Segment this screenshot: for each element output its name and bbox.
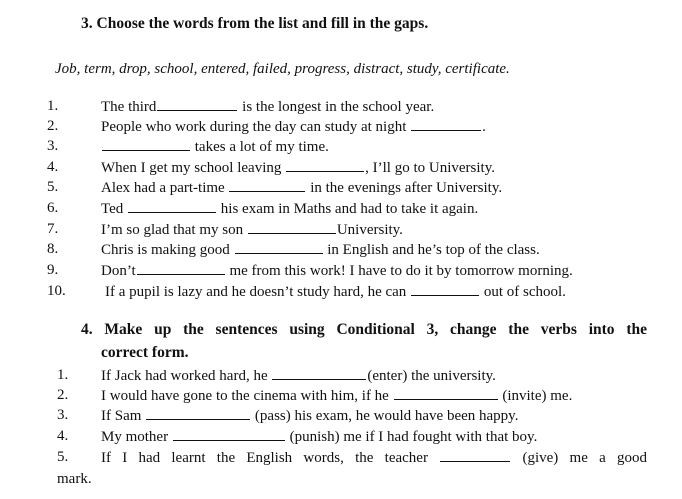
item-text-before: If I had learnt the English words, the teacher: [101, 450, 428, 466]
item-text-before: Ted: [101, 201, 124, 217]
item-text: [101, 365, 496, 386]
item-text-before: If Jack had worked hard, he: [101, 368, 268, 384]
item-text: [101, 260, 573, 281]
answer-blank[interactable]: [102, 136, 190, 151]
item-number: 7.: [47, 221, 59, 237]
exercise-4-title-line-1: 4. Make up the sentences using Conditional 3, change the verbs into the: [81, 321, 647, 338]
item-text-before: I would have gone to the cinema with him, if he: [101, 388, 389, 404]
answer-blank[interactable]: [173, 426, 285, 441]
answer-blank[interactable]: [272, 365, 366, 380]
item-number: 4.: [57, 428, 69, 444]
item-text: [101, 177, 502, 198]
answer-blank[interactable]: [411, 281, 479, 296]
answer-blank[interactable]: [394, 385, 498, 400]
item-number: 8.: [47, 241, 59, 257]
item-text-before: My mother: [101, 429, 169, 445]
item-text-after: takes a lot of my time.: [194, 139, 329, 155]
item-text-after: in the evenings after University.: [310, 180, 503, 196]
answer-blank[interactable]: [137, 260, 225, 275]
item-text: [101, 136, 329, 157]
answer-blank[interactable]: [146, 405, 250, 420]
item-text-after: is the longest in the school year.: [242, 99, 435, 115]
exercise-4-continuation: mark.: [57, 471, 92, 487]
item-text: [101, 405, 518, 426]
item-text: [101, 219, 403, 240]
item-text-after: (enter) the university.: [367, 368, 496, 384]
item-text-after: (punish) me if I had fought with that boy.: [289, 429, 538, 445]
item-number: 5.: [57, 449, 69, 465]
item-text: [101, 157, 495, 178]
item-text: [101, 116, 486, 137]
item-text-after: me from this work! I have to do it by tomorrow morning.: [229, 263, 573, 279]
item-text-before: People who work during the day can study at night: [101, 119, 407, 135]
item-text-before: I’m so glad that my son: [101, 222, 244, 238]
answer-blank[interactable]: [229, 177, 305, 192]
answer-blank[interactable]: [235, 239, 323, 254]
item-text: [105, 281, 566, 302]
answer-blank[interactable]: [128, 198, 216, 213]
item-text-after: University.: [336, 222, 403, 238]
item-text: [101, 198, 478, 219]
item-text: [101, 447, 647, 468]
answer-blank[interactable]: [440, 447, 510, 462]
item-text-after: (give) me a good: [522, 450, 648, 466]
exercise-4-title: [81, 320, 647, 340]
exercise-4-title-line-2: correct form.: [101, 344, 189, 361]
item-text-after: .: [482, 119, 486, 135]
item-text-after: (invite) me.: [502, 388, 573, 404]
item-text-before: The third: [101, 99, 157, 115]
item-text-before: If a pupil is lazy and he doesn’t study hard, he can: [105, 284, 407, 300]
item-text-after: , I’ll go to University.: [365, 160, 495, 176]
item-text-after: (pass) his exam, he would have been happy.: [254, 408, 519, 424]
item-text-before: Chris is making good: [101, 242, 230, 258]
item-text: [101, 385, 572, 406]
item-text-before: When I get my school leaving: [101, 160, 282, 176]
item-number: 6.: [47, 200, 59, 216]
item-text-after: out of school.: [483, 284, 566, 300]
answer-blank[interactable]: [411, 116, 481, 131]
word-list: Job, term, drop, school, entered, failed, progress, distract, study, certificate.: [55, 61, 510, 77]
item-number: 3.: [47, 138, 59, 154]
item-number: 10.: [47, 283, 66, 299]
item-number: 1.: [47, 98, 59, 114]
item-number: 2.: [57, 387, 69, 403]
item-text: [101, 426, 537, 447]
item-text-before: If Sam: [101, 408, 142, 424]
item-text-before: Don’t: [101, 263, 136, 279]
answer-blank[interactable]: [286, 157, 364, 172]
item-number: 2.: [47, 118, 59, 134]
item-number: 3.: [57, 407, 69, 423]
answer-blank[interactable]: [248, 219, 336, 234]
exercise-3-title: 3. Choose the words from the list and fill in the gaps.: [81, 15, 429, 32]
answer-blank[interactable]: [157, 96, 237, 111]
item-number: 5.: [47, 179, 59, 195]
item-number: 9.: [47, 262, 59, 278]
item-text: [101, 239, 540, 260]
item-text-before: Alex had a part-time: [101, 180, 225, 196]
item-number: 4.: [47, 159, 59, 175]
item-text-after: in English and he’s top of the class.: [327, 242, 540, 258]
item-text: [101, 96, 434, 117]
item-number: 1.: [57, 367, 69, 383]
item-text-after: his exam in Maths and had to take it again.: [220, 201, 479, 217]
